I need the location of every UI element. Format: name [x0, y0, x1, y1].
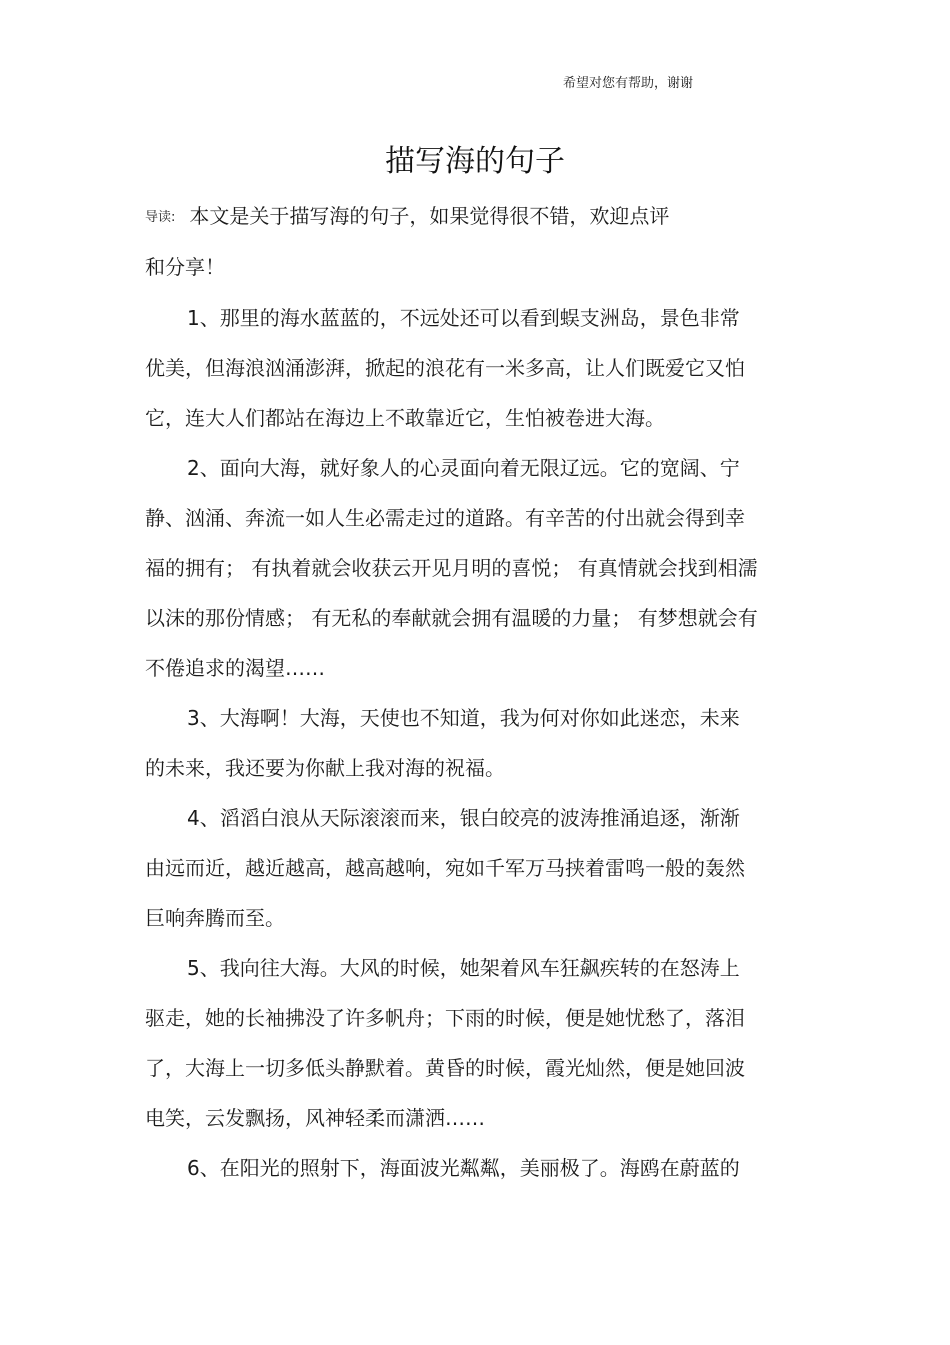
body-line-8: 不倦追求的渴望……: [145, 656, 325, 680]
lead-line-2: 和分享！: [145, 255, 225, 279]
body-line-7: 以沫的那份情感； 有无私的奉献就会拥有温暖的力量； 有梦想就会有: [145, 606, 758, 630]
body-line-12: 由远而近，越近越高，越高越响，宛如千军万马挟着雷鸣一般的轰然: [145, 856, 745, 880]
body-line-18: 6、在阳光的照射下，海面波光粼粼，美丽极了。海鸥在蔚蓝的: [187, 1156, 740, 1180]
body-line-15: 驱走，她的长袖拂没了许多帆舟；下雨的时候，便是她忧愁了，落泪: [145, 1006, 745, 1030]
document-title: 描写海的句子: [385, 144, 565, 179]
header-note: 希望对您有帮助，谢谢: [563, 76, 694, 91]
lead-line-1: [145, 201, 669, 233]
body-line-4: 2、面向大海，就好象人的心灵面向着无限辽远。它的宽阔、宁: [187, 456, 740, 480]
body-line-11: 4、滔滔白浪从天际滚滚而来，银白皎亮的波涛推涌追逐，渐渐: [187, 806, 740, 830]
body-line-6: 福的拥有； 有执着就会收获云开见月明的喜悦； 有真情就会找到相濡: [145, 556, 758, 580]
body-line-9: 3、大海啊！大海，天使也不知道，我为何对你如此迷恋，未来: [187, 706, 740, 730]
body-line-2: 优美，但海浪汹涌澎湃，掀起的浪花有一米多高，让人们既爱它又怕: [145, 356, 745, 380]
body-line-5: 静、汹涌、奔流一如人生必需走过的道路。有辛苦的付出就会得到幸: [145, 506, 745, 530]
body-line-13: 巨响奔腾而至。: [145, 906, 285, 930]
body-line-14: 5、我向往大海。大风的时候，她架着风车狂飙疾转的在怒涛上: [187, 956, 740, 980]
body-line-1: 1、那里的海水蓝蓝的，不远处还可以看到蜈支洲岛，景色非常: [187, 306, 740, 330]
body-line-16: 了，大海上一切多低头静默着。黄昏的时候，霞光灿然，便是她回波: [145, 1056, 745, 1080]
body-line-10: 的未来，我还要为你献上我对海的祝福。: [145, 756, 505, 780]
body-line-17: 电笑，云发飘扬，风神轻柔而潇洒……: [145, 1106, 485, 1130]
lead-text-1: 本文是关于描写海的句子，如果觉得很不错，欢迎点评: [189, 204, 670, 228]
body-line-3: 它，连大人们都站在海边上不敢靠近它，生怕被卷进大海。: [145, 406, 665, 430]
lead-label: 导读:: [145, 210, 176, 225]
